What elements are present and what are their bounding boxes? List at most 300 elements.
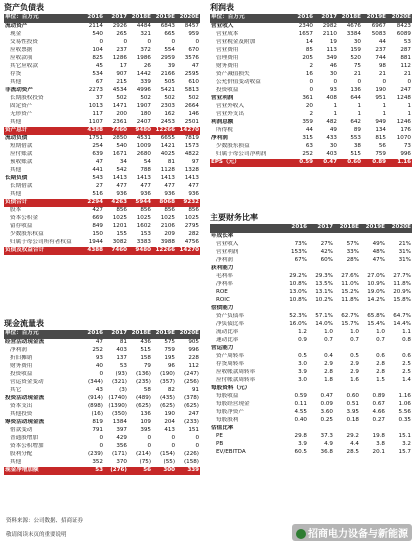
row-value: 477 (116, 182, 127, 189)
row-value: 553 (350, 134, 361, 141)
row-value: 1413 (136, 174, 151, 181)
row-value: 27 (95, 182, 103, 189)
row-value: 2.5 (402, 360, 411, 367)
table-row (210, 361, 412, 369)
row-value: 1246 (396, 118, 411, 125)
row-value: 112 (188, 362, 199, 369)
table-row (210, 39, 412, 47)
row-value: 1751 (88, 134, 103, 141)
row-value: 339 (176, 467, 200, 475)
row-value: 403 (326, 150, 337, 157)
row-value (360, 385, 386, 393)
row-label: 每股净资产 (216, 408, 244, 415)
row-value: 0 (382, 78, 386, 85)
row-label: 资产减值损失 (216, 70, 250, 77)
row-value: 2 (309, 110, 313, 117)
table-row (210, 23, 412, 31)
row-value: 12266 (152, 127, 176, 135)
row-value: 58 (143, 386, 151, 393)
ratios-title: 主要财务比率 (210, 213, 258, 222)
row-label: 经营活动现金流 (5, 338, 45, 345)
row-value: 395 (140, 426, 151, 433)
row-value: 4996 (136, 86, 151, 93)
table-row (210, 305, 412, 313)
row-value: (1740) (108, 394, 127, 401)
row-value: 665 (164, 30, 175, 37)
row-value: 16 (305, 70, 313, 77)
row-value: 2501 (184, 118, 199, 125)
row-value: 0.7 (324, 336, 333, 343)
row-label: 毛利率 (216, 272, 233, 279)
row-value: 3.2 (402, 440, 411, 447)
row-value: 48% (372, 248, 385, 255)
row-value: 14.0% (315, 320, 333, 327)
row-value: 515 (140, 346, 151, 353)
row-value: 2361 (112, 118, 127, 125)
table-row (4, 451, 200, 459)
row-label: 流动资产 (5, 22, 28, 29)
table-row (210, 159, 412, 167)
table-row (4, 411, 200, 419)
row-value: (435) (159, 394, 175, 401)
table-row (210, 281, 412, 289)
row-value: 8423 (396, 22, 411, 29)
table-row (4, 395, 200, 403)
table-row (4, 151, 200, 159)
row-value: 20.9% (393, 288, 411, 295)
row-value: 433 (326, 134, 337, 141)
row-label: 负债及权益合计 (4, 247, 80, 255)
row-label: 资本支出 (10, 402, 33, 409)
table-row (4, 355, 200, 363)
row-value: 0 (195, 38, 199, 45)
row-value: 3.9 (298, 368, 307, 375)
table-row (210, 233, 412, 241)
table-row (210, 425, 412, 433)
row-label: 获利能力 (211, 264, 234, 271)
row-value: 21% (398, 240, 411, 247)
row-label: 流动比率 (216, 328, 239, 335)
table-row (210, 433, 412, 441)
row-value: 515 (350, 150, 361, 157)
row-value (282, 345, 308, 353)
table-row (4, 379, 200, 387)
row-value: 282 (188, 230, 199, 237)
table-row (4, 63, 200, 71)
row-label: PB (216, 440, 224, 447)
table-row (4, 103, 200, 111)
row-value: 27.7% (393, 272, 411, 279)
header-year: 2016 (282, 224, 308, 233)
row-value: 5813 (184, 86, 199, 93)
row-value: 47 (191, 62, 199, 69)
header-year: 2016 (80, 14, 104, 23)
row-value: 2453 (160, 118, 175, 125)
row-value: (214) (135, 450, 151, 457)
row-label: 每股资料（元） (211, 384, 251, 391)
row-value (360, 233, 386, 241)
row-label: 应收款项 (10, 54, 33, 61)
row-value: 1 (382, 110, 386, 117)
row-value: 1413 (112, 174, 127, 181)
table-row (4, 239, 200, 247)
row-value: 109 (140, 418, 151, 425)
row-label: 资本公积增加 (10, 442, 44, 449)
row-label: 应付帐款周转率 (216, 376, 256, 383)
row-value: 3.95 (346, 408, 359, 415)
row-value: 15.7% (341, 320, 359, 327)
row-value: 2595 (184, 70, 199, 77)
row-value: 56 (128, 467, 152, 475)
row-value: 19.0% (367, 288, 385, 295)
row-value: 19 (329, 38, 337, 45)
row-value: 195 (164, 354, 175, 361)
row-value: 1.06 (398, 400, 411, 407)
balance-sheet-title: 资产负债表 (4, 3, 44, 12)
row-label: 筹资活动现金流 (5, 418, 45, 425)
table-row (210, 249, 412, 257)
table-row (4, 127, 200, 135)
table-row (210, 257, 412, 265)
row-value: 2959 (160, 54, 175, 61)
row-value (282, 233, 308, 241)
table-row (4, 87, 200, 95)
row-value (386, 265, 412, 273)
row-value: 53 (403, 38, 411, 45)
row-value: (276) (104, 467, 128, 475)
row-value: 534 (92, 70, 103, 77)
row-value: 0.60 (338, 159, 362, 167)
row-value: 1025 (160, 214, 175, 221)
row-value: 29.8 (294, 432, 307, 439)
row-value: 0.60 (346, 392, 359, 399)
table-row (4, 223, 200, 231)
row-value: 15.2% (341, 288, 359, 295)
table-row (210, 289, 412, 297)
row-label: 预收账款 (10, 158, 33, 165)
row-value: 1 (382, 102, 386, 109)
row-value: 9480 (128, 127, 152, 135)
row-value: 2.5 (402, 368, 411, 375)
row-value: (16) (91, 410, 103, 417)
row-value: (55) (163, 458, 175, 465)
row-value: 3.0 (298, 376, 307, 383)
row-value: 30 (353, 38, 361, 45)
row-value: 0 (171, 434, 175, 441)
row-label: 速动比率 (216, 336, 239, 343)
row-value: 12266 (152, 247, 176, 255)
row-value: (158) (183, 458, 199, 465)
table-row (210, 449, 412, 457)
row-value: 403 (116, 346, 127, 353)
row-value: 788 (140, 166, 151, 173)
row-value: 0.47 (314, 159, 338, 167)
table-row (4, 435, 200, 443)
row-value: 4388 (80, 247, 104, 255)
row-value: 856 (116, 206, 127, 213)
table-row (210, 31, 412, 39)
table-row (4, 347, 200, 355)
row-value: 2.9 (324, 360, 333, 367)
row-value: 137 (116, 354, 127, 361)
row-value: 57% (346, 240, 359, 247)
row-value: (625) (135, 402, 151, 409)
row-value: 46 (329, 62, 337, 69)
row-value: 0 (171, 38, 175, 45)
row-value: 1.0 (350, 328, 359, 335)
row-label: 其他 (10, 166, 22, 173)
row-value: 856 (164, 206, 175, 213)
row-value: 209 (164, 230, 175, 237)
row-value: 300 (152, 467, 176, 475)
row-value: 204 (164, 418, 175, 425)
row-value: 14270 (176, 247, 200, 255)
row-value: 21 (403, 70, 411, 77)
row-value: 759 (164, 346, 175, 353)
header-year: 2017 (308, 224, 334, 233)
row-value: 2106 (160, 222, 175, 229)
table-row (210, 143, 412, 151)
row-value: 0.8 (402, 336, 411, 343)
table-row (4, 215, 200, 223)
row-value: 1421 (160, 142, 175, 149)
row-value: 951 (375, 94, 386, 101)
row-value: 0.4 (324, 352, 333, 359)
row-value: 14270 (176, 127, 200, 135)
table-row (210, 111, 412, 119)
row-value (360, 265, 386, 273)
row-value: 441 (92, 166, 103, 173)
row-label: 营业成本 (216, 30, 239, 37)
row-label: 股本 (10, 206, 22, 213)
row-label: 应收票据 (10, 46, 33, 53)
table-row (4, 207, 200, 215)
row-value: 1413 (160, 174, 175, 181)
row-value: 1471 (112, 102, 127, 109)
table-row (4, 427, 200, 435)
row-value: 2.8 (324, 368, 333, 375)
row-value: 29.2% (289, 272, 307, 279)
row-value: 315 (302, 134, 313, 141)
table-row (210, 345, 412, 353)
row-value: 27.0% (367, 272, 385, 279)
row-label: 存货 (10, 70, 22, 77)
row-value: 159 (350, 46, 361, 53)
row-value: 520 (350, 54, 361, 61)
row-value: 436 (140, 338, 151, 345)
row-value: 370 (116, 458, 127, 465)
row-value: 502 (116, 94, 127, 101)
row-value: 1.5 (376, 376, 385, 383)
row-value: 11.0% (341, 280, 359, 287)
table-row (210, 265, 412, 273)
table-row (4, 23, 200, 31)
row-label: 其他 (10, 190, 22, 197)
table-row (210, 103, 412, 111)
row-value: 73 (403, 142, 411, 149)
row-value: 151 (188, 426, 199, 433)
row-label: ROIC (216, 296, 230, 303)
table-row (4, 419, 200, 427)
row-value: 2 (309, 62, 313, 69)
table-row (4, 443, 200, 451)
row-value: 52.3% (289, 312, 307, 319)
row-value: 15.7 (398, 448, 411, 455)
row-value (282, 265, 308, 273)
row-value: 0.09 (320, 400, 333, 407)
row-value: 0 (99, 38, 103, 45)
row-value: 2407 (136, 118, 151, 125)
row-value: 2.8 (376, 368, 385, 375)
row-value: 28% (346, 256, 359, 263)
table-row (4, 231, 200, 239)
row-label: EPS（元） (210, 159, 290, 167)
row-value: 3.60 (320, 408, 333, 415)
row-value: 8068 (152, 199, 176, 207)
row-value: 254 (92, 142, 103, 149)
row-value: 33% (346, 248, 359, 255)
row-label: 短期借款 (10, 142, 33, 149)
row-label: 净负债比率 (216, 320, 244, 327)
row-value: 252 (302, 150, 313, 157)
table-row (210, 63, 412, 71)
row-value: 158 (140, 354, 151, 361)
row-value: 905 (188, 338, 199, 345)
row-value: (350) (111, 410, 127, 417)
row-value: 397 (116, 426, 127, 433)
row-value: 413 (164, 426, 175, 433)
row-label: 应付账款 (10, 150, 33, 157)
row-value: 0 (147, 442, 151, 449)
row-value: 1986 (136, 54, 151, 61)
row-value: 1 (333, 110, 337, 117)
row-value: 3082 (112, 238, 127, 245)
row-value: 5.56 (398, 408, 411, 415)
row-label: 无形资产 (10, 110, 33, 117)
header-year: 2018E (128, 330, 152, 339)
row-value: 2340 (298, 22, 313, 29)
row-value: 1107 (88, 118, 103, 125)
row-value: 7460 (104, 127, 128, 135)
row-value: 502 (188, 94, 199, 101)
row-value: 642 (350, 118, 361, 125)
row-value: 29.3% (315, 272, 333, 279)
row-value: 19.8 (372, 432, 385, 439)
row-value: 0.11 (294, 400, 307, 407)
row-value: 759 (375, 150, 386, 157)
row-label: 其它 (10, 386, 22, 393)
row-value: 190 (375, 86, 386, 93)
row-value: 4.9 (324, 440, 333, 447)
row-value: 0.59 (294, 392, 307, 399)
row-value: 1.2 (298, 328, 307, 335)
row-value: 4534 (112, 86, 127, 93)
row-value: 4.66 (372, 408, 385, 415)
row-label: 归属于母公司所有者权益 (10, 238, 72, 245)
row-value: 7819 (184, 134, 199, 141)
row-label: 股利分配 (10, 450, 33, 457)
row-value: 1 (357, 110, 361, 117)
table-row (210, 71, 412, 79)
row-label: 投资收益 (216, 86, 239, 93)
row-label: 资本公积金 (10, 214, 38, 221)
row-label: 折旧摊销 (10, 354, 33, 361)
row-value: 215 (116, 78, 127, 85)
income-statement-title: 利润表 (210, 3, 234, 12)
row-value: 91 (191, 386, 199, 393)
row-value: (154) (159, 450, 175, 457)
table-row (210, 127, 412, 135)
table-row (210, 321, 412, 329)
row-value: 996 (400, 150, 411, 157)
row-value: 2.9 (350, 368, 359, 375)
row-value: 1.4 (402, 376, 411, 383)
table-row (4, 183, 200, 191)
row-label: 长期负债 (5, 174, 28, 181)
row-value: 0 (147, 434, 151, 441)
row-label: 留存收益 (10, 222, 33, 229)
row-value: (625) (159, 402, 175, 409)
row-value: 153 (140, 230, 151, 237)
row-value: (489) (135, 394, 151, 401)
row-value (334, 305, 360, 313)
row-value: 62.7% (341, 312, 359, 319)
row-value: (256) (183, 378, 199, 385)
row-value: 744 (375, 54, 386, 61)
source-footnote: 资料来源：公司数据、招商证券 (6, 518, 84, 524)
row-value: 2.8 (376, 360, 385, 367)
row-value: 89 (353, 126, 361, 133)
row-value: 117 (92, 110, 103, 117)
row-value: 856 (188, 206, 199, 213)
row-value: 150 (92, 230, 103, 237)
row-label: 净利润 (216, 256, 233, 263)
row-value: 0.7 (376, 336, 385, 343)
income-statement-table (210, 14, 412, 167)
row-value: 359 (302, 118, 313, 125)
row-label: 公允价值变动收益 (216, 78, 261, 85)
row-value: 287 (400, 46, 411, 53)
row-value (308, 265, 334, 273)
row-value: 5421 (160, 86, 175, 93)
table-header-row (4, 14, 200, 23)
row-value: 644 (350, 94, 361, 101)
row-value: 29.2 (346, 432, 359, 439)
row-value: 237 (375, 46, 386, 53)
row-value: 15.8% (393, 296, 411, 303)
row-value: 42% (320, 248, 333, 255)
row-value (334, 385, 360, 393)
row-value: 8457 (184, 22, 199, 29)
row-value: 1573 (184, 142, 199, 149)
row-value: 93 (95, 354, 103, 361)
row-value: 96 (167, 362, 175, 369)
row-label: 投资活动现金流 (5, 394, 45, 401)
row-label: 投资收益 (10, 370, 33, 377)
row-label: 流动负债 (5, 134, 28, 141)
row-value: 0.27 (372, 416, 385, 423)
row-value: 0 (357, 78, 361, 85)
row-label: 长期借款 (10, 182, 33, 189)
row-value (386, 425, 412, 433)
row-value: 0.5 (350, 352, 359, 359)
row-value (282, 425, 308, 433)
row-label: ROE (216, 288, 228, 295)
row-label: 利润总额 (211, 118, 234, 125)
row-value: 0 (333, 78, 337, 85)
table-row (4, 363, 200, 371)
row-value: 134 (375, 126, 386, 133)
